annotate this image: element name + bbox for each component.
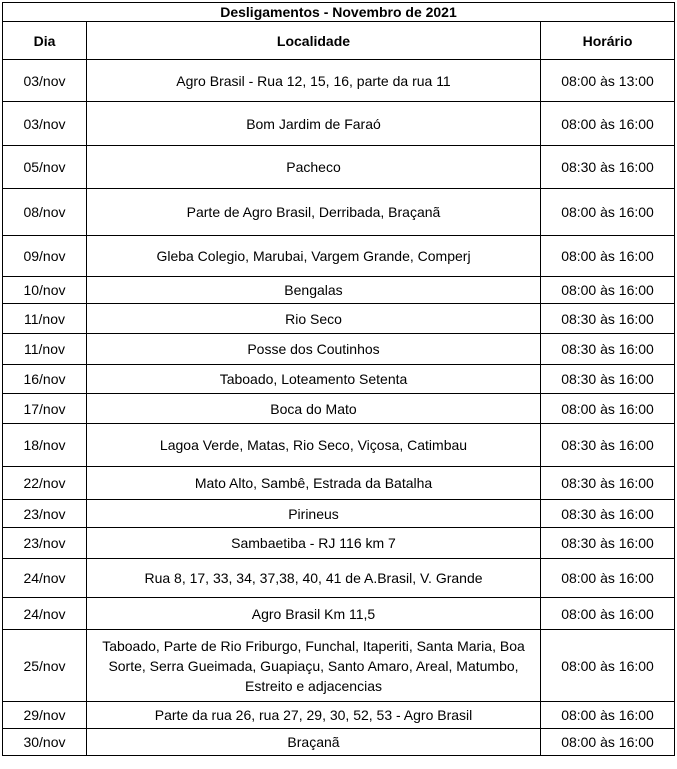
cell-hours: 08:00 às 13:00 [541,60,675,102]
cell-hours: 08:30 às 16:00 [541,365,675,394]
cell-locality: Braçanã [87,729,541,756]
outage-table [2,2,675,756]
table-row [3,102,675,146]
table-row [3,236,675,277]
header-row [3,22,675,60]
cell-locality: Taboado, Loteamento Setenta [87,365,541,394]
table-row [3,559,675,598]
column-header-day: Dia [3,22,87,60]
cell-locality: Pacheco [87,146,541,189]
cell-hours: 08:30 às 16:00 [541,424,675,467]
cell-locality: Gleba Colegio, Marubai, Vargem Grande, Comperj [87,236,541,277]
cell-hours: 08:00 às 16:00 [541,630,675,702]
cell-locality: Taboado, Parte de Rio Friburgo, Funchal, Itaperiti, Santa Maria, Boa Sorte, Serra Gueimada, Guapiaçu, Santo Amaro, Areal, Matumbo, Estreito e adjacencias [87,630,541,702]
cell-locality: Parte da rua 26, rua 27, 29, 30, 52, 53 - Agro Brasil [87,702,541,729]
cell-locality: Bom Jardim de Faraó [87,102,541,146]
table-title: Desligamentos - Novembro de 2021 [3,3,675,22]
cell-hours: 08:00 às 16:00 [541,102,675,146]
table-row [3,60,675,102]
cell-locality: Parte de Agro Brasil, Derribada, Braçanã [87,189,541,236]
cell-hours: 08:00 às 16:00 [541,702,675,729]
column-header-locality: Localidade [87,22,541,60]
cell-day: 03/nov [3,60,87,102]
table-row [3,598,675,630]
table-row [3,277,675,304]
cell-day: 23/nov [3,528,87,559]
cell-day: 24/nov [3,598,87,630]
cell-day: 16/nov [3,365,87,394]
title-row [3,3,675,22]
cell-locality: Lagoa Verde, Matas, Rio Seco, Viçosa, Catimbau [87,424,541,467]
cell-hours: 08:30 às 16:00 [541,334,675,365]
cell-locality: Mato Alto, Sambê, Estrada da Batalha [87,467,541,500]
cell-locality: Bengalas [87,277,541,304]
cell-day: 08/nov [3,189,87,236]
cell-locality: Agro Brasil - Rua 12, 15, 16, parte da rua 11 [87,60,541,102]
table-row [3,528,675,559]
cell-locality: Rua 8, 17, 33, 34, 37,38, 40, 41 de A.Brasil, V. Grande [87,559,541,598]
cell-hours: 08:00 às 16:00 [541,559,675,598]
cell-hours: 08:30 às 16:00 [541,500,675,528]
cell-day: 25/nov [3,630,87,702]
cell-day: 09/nov [3,236,87,277]
table-row [3,146,675,189]
table-row [3,702,675,729]
cell-day: 18/nov [3,424,87,467]
cell-hours: 08:00 às 16:00 [541,598,675,630]
cell-hours: 08:00 às 16:00 [541,394,675,424]
table-row [3,334,675,365]
table-row [3,394,675,424]
cell-locality: Agro Brasil Km 11,5 [87,598,541,630]
cell-day: 11/nov [3,304,87,334]
cell-hours: 08:00 às 16:00 [541,277,675,304]
table-row [3,729,675,756]
cell-day: 24/nov [3,559,87,598]
table-row [3,365,675,394]
column-header-hours: Horário [541,22,675,60]
cell-day: 03/nov [3,102,87,146]
cell-locality: Posse dos Coutinhos [87,334,541,365]
table-body [3,60,675,756]
cell-day: 23/nov [3,500,87,528]
table-row [3,304,675,334]
cell-day: 10/nov [3,277,87,304]
table-row [3,467,675,500]
table-row [3,500,675,528]
cell-hours: 08:30 às 16:00 [541,528,675,559]
table-row [3,189,675,236]
cell-hours: 08:30 às 16:00 [541,146,675,189]
cell-locality: Sambaetiba - RJ 116 km 7 [87,528,541,559]
cell-day: 17/nov [3,394,87,424]
cell-hours: 08:00 às 16:00 [541,236,675,277]
table-row [3,424,675,467]
cell-day: 29/nov [3,702,87,729]
cell-hours: 08:30 às 16:00 [541,467,675,500]
cell-hours: 08:00 às 16:00 [541,729,675,756]
cell-locality: Boca do Mato [87,394,541,424]
cell-hours: 08:00 às 16:00 [541,189,675,236]
cell-locality: Rio Seco [87,304,541,334]
cell-day: 11/nov [3,334,87,365]
cell-day: 05/nov [3,146,87,189]
cell-hours: 08:30 às 16:00 [541,304,675,334]
cell-day: 22/nov [3,467,87,500]
table-row [3,630,675,702]
cell-locality: Pirineus [87,500,541,528]
cell-day: 30/nov [3,729,87,756]
